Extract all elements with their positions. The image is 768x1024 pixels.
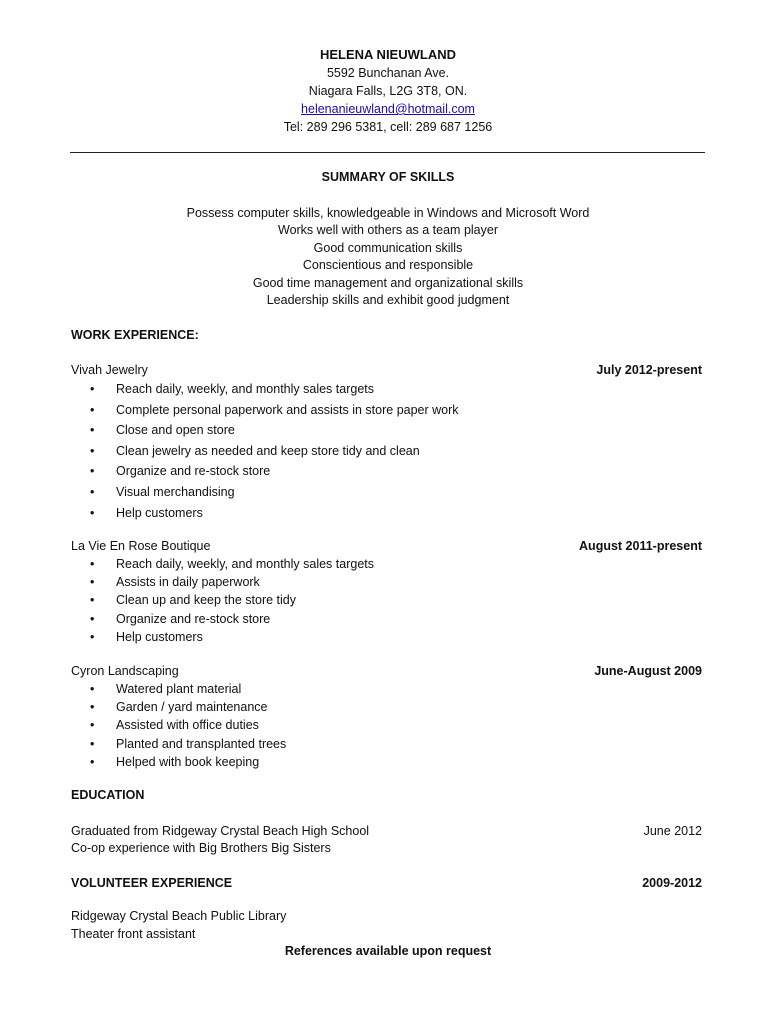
employment-dates: August 2011-present: [579, 539, 702, 553]
education-entry: [71, 822, 702, 858]
list-item: • Organize and re-stock store: [71, 610, 702, 628]
list-item: • Watered plant material: [71, 680, 702, 698]
employment-dates: July 2012-present: [596, 363, 702, 377]
education-heading: EDUCATION: [71, 788, 145, 802]
list-item: • Planted and transplanted trees: [71, 735, 702, 753]
graduation-date: June 2012: [643, 824, 702, 838]
bullet-icon: •: [90, 575, 95, 590]
bullet-icon: •: [90, 423, 95, 438]
volunteer-role: Theater front assistant: [71, 926, 196, 941]
bullet-icon: •: [90, 557, 95, 571]
list-item: • Close and open store: [71, 420, 702, 441]
email-link[interactable]: helenanieuwland@hotmail.com: [301, 102, 475, 116]
school-line: Graduated from Ridgeway Crystal Beach High School: [71, 824, 370, 838]
address-line-1: 5592 Bunchanan Ave.: [326, 66, 450, 80]
bullet-icon: •: [90, 505, 95, 520]
bullet-icon: •: [90, 464, 95, 479]
work-experience-heading: WORK EXPERIENCE:: [71, 328, 199, 342]
list-item: • Help customers: [71, 503, 702, 524]
summary-list: [0, 205, 768, 309]
volunteer-heading-row: [71, 874, 702, 892]
employment-dates: June-August 2009: [594, 664, 702, 678]
volunteer-dates: 2009-2012: [642, 876, 702, 890]
job-entry: [71, 537, 702, 646]
job-entry: [71, 361, 702, 523]
list-item: • Reach daily, weekly, and monthly sales targets: [71, 379, 702, 400]
summary-item: Good time management and organizational skills: [252, 275, 524, 290]
address-line-2: Niagara Falls, L2G 3T8, ON.: [308, 84, 468, 98]
volunteer-entry: [71, 908, 702, 943]
phone-numbers: Tel: 289 296 5381, cell: 289 687 1256: [283, 120, 493, 134]
list-item: • Complete personal paperwork and assists in store paper work: [71, 400, 702, 421]
references-note: References available upon request: [284, 944, 492, 958]
list-item: • Reach daily, weekly, and monthly sales targets: [71, 555, 702, 573]
list-item: • Garden / yard maintenance: [71, 698, 702, 716]
duty-list: [71, 555, 702, 646]
applicant-name: HELENA NIEUWLAND: [319, 47, 456, 62]
bullet-icon: •: [90, 593, 95, 608]
bullet-icon: •: [90, 682, 95, 696]
list-item: • Clean up and keep the store tidy: [71, 591, 702, 609]
bullet-icon: •: [90, 700, 95, 715]
bullet-icon: •: [90, 402, 95, 417]
summary-item: Possess computer skills, knowledgeable in Windows and Microsoft Word: [186, 206, 590, 220]
volunteer-place: Ridgeway Crystal Beach Public Library: [71, 909, 287, 923]
list-item: • Organize and re-stock store: [71, 461, 702, 482]
summary-item: Leadership skills and exhibit good judgment: [266, 293, 510, 308]
summary-item: Conscientious and responsible: [302, 258, 474, 273]
list-item: • Assisted with office duties: [71, 716, 702, 734]
summary-item: Works well with others as a team player: [278, 223, 498, 238]
bullet-icon: •: [90, 718, 95, 733]
bullet-icon: •: [90, 382, 95, 396]
volunteer-heading: VOLUNTEER EXPERIENCE: [71, 876, 233, 890]
bullet-icon: •: [90, 754, 95, 769]
bullet-icon: •: [90, 484, 95, 499]
employer-name: Cyron Landscaping: [71, 664, 179, 678]
duty-list: [71, 379, 702, 523]
header-divider: [70, 152, 705, 153]
job-entry: [71, 662, 702, 771]
contact-header: [0, 46, 768, 136]
bullet-icon: •: [90, 611, 95, 626]
summary-item: Good communication skills: [313, 240, 463, 255]
list-item: • Helped with book keeping: [71, 753, 702, 771]
list-item: • Help customers: [71, 628, 702, 646]
list-item: • Clean jewelry as needed and keep store tidy and clean: [71, 441, 702, 462]
employer-name: La Vie En Rose Boutique: [71, 539, 211, 553]
bullet-icon: •: [90, 736, 95, 751]
bullet-icon: •: [90, 629, 95, 644]
list-item: • Assists in daily paperwork: [71, 573, 702, 591]
bullet-icon: •: [90, 443, 95, 458]
coop-line: Co-op experience with Big Brothers Big Sisters: [71, 841, 331, 855]
duty-list: [71, 680, 702, 771]
employer-name: Vivah Jewelry: [71, 363, 148, 377]
list-item: • Visual merchandising: [71, 482, 702, 503]
summary-title: SUMMARY OF SKILLS: [321, 170, 455, 184]
